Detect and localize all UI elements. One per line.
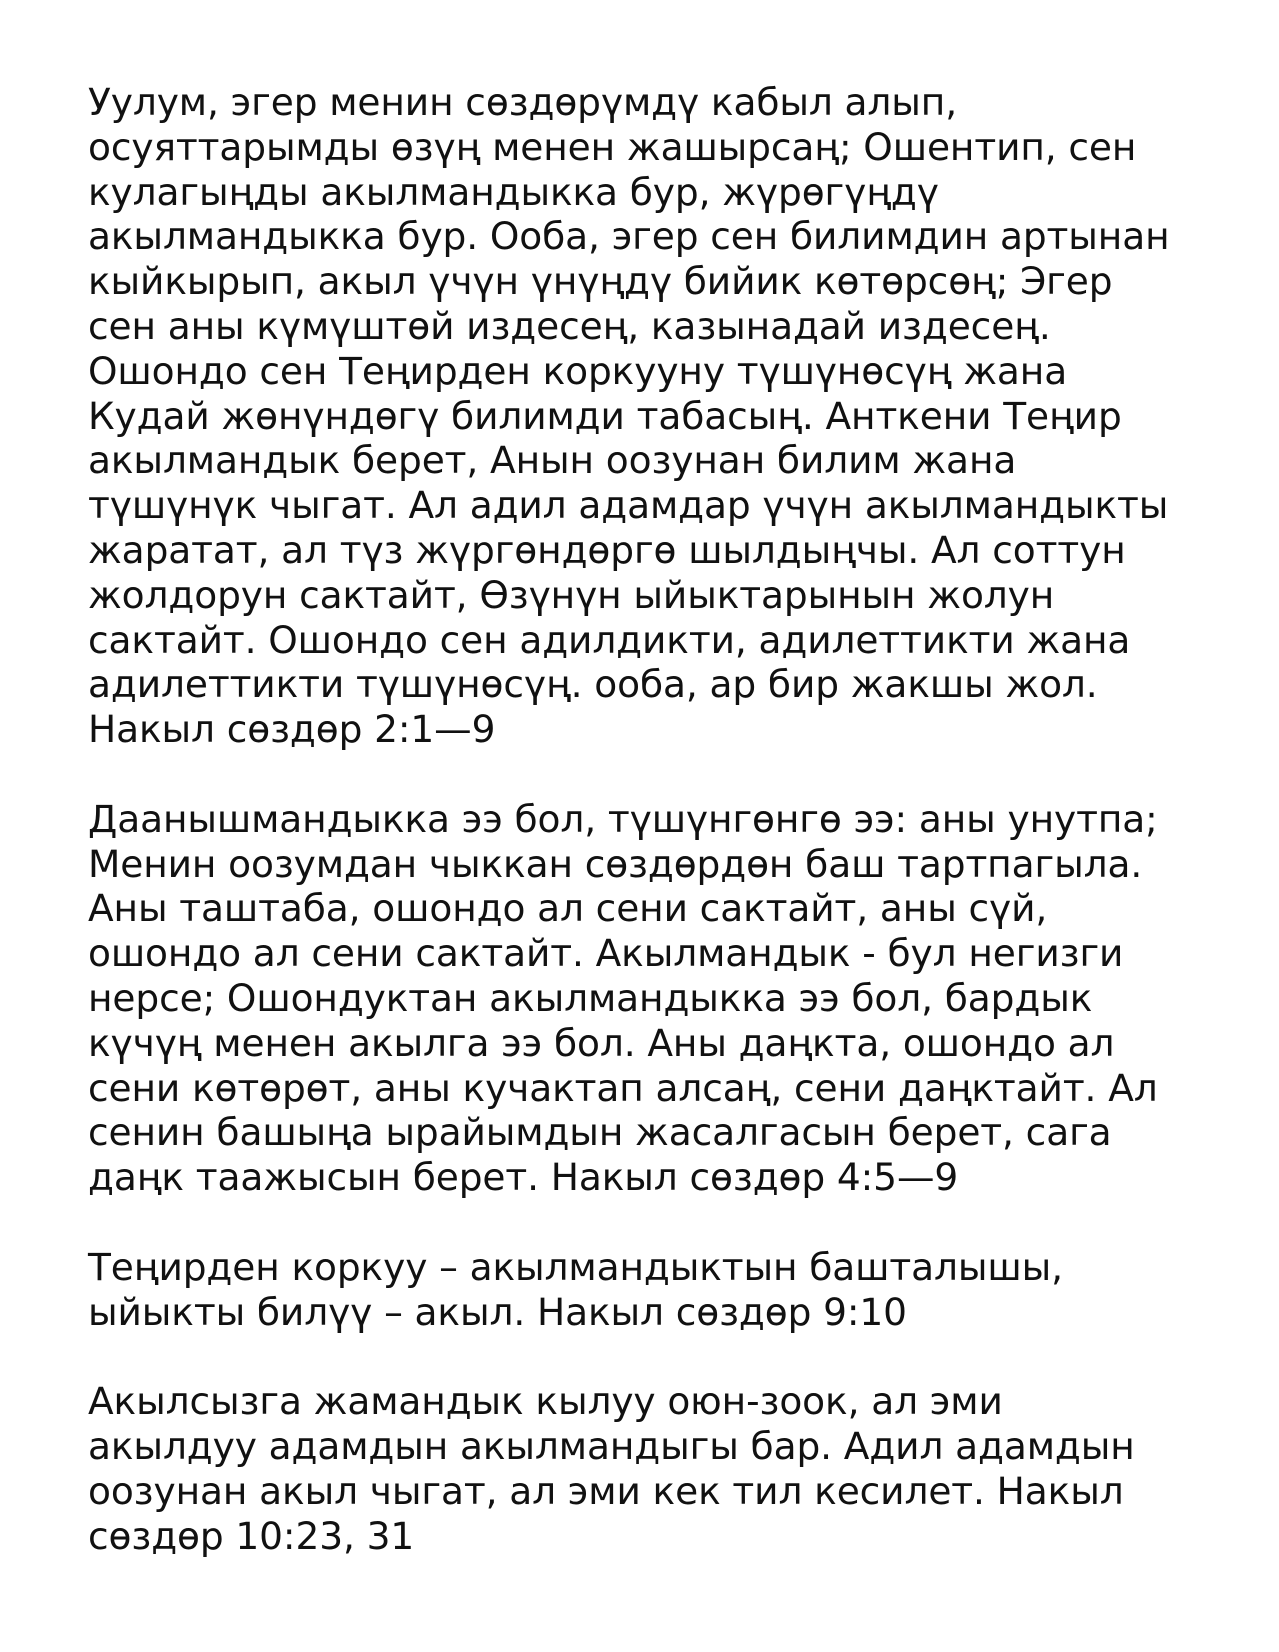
text-line: сен аны күмүштөй издесең, казынадай издесең.	[88, 303, 1051, 348]
text-line: жаратат, ал түз жүргөндөргө шылдыңчы. Ал соттун	[88, 527, 1126, 572]
text-line: сени көтөрөт, аны кучактап алсаң, сени даңктайт. Ал	[88, 1065, 1158, 1110]
text-line: кыйкырып, акыл үчүн үнүңдү бийик көтөрсөң; Эгер	[88, 259, 1113, 304]
text-line: осуяттарымды өзүң менен жашырсаң; Ошентип, сен	[88, 124, 1137, 169]
text-line: сактайт. Ошондо сен адилдикти, адилеттикти жана	[88, 617, 1131, 662]
text-line: Ошондо сен Теңирден коркууну түшүнөсүң жана	[88, 348, 1068, 393]
text-line: күчүң менен акылга ээ бол. Аны даңкта, ошондо ал	[88, 1020, 1115, 1065]
text-line: жолдорун сактайт, Өзүнүн ыйыктарынын жолун	[88, 572, 1055, 617]
text-line: Акылсызга жамандык кылуу оюн-зоок, ал эми	[88, 1379, 1003, 1424]
paragraph-proverbs-2	[88, 80, 1208, 752]
text-line: нерсе; Ошондуктан акылмандыкка ээ бол, бардык	[88, 975, 1093, 1020]
paragraph-proverbs-10	[88, 1379, 1208, 1558]
text-line: Кудай жөнүндөгү билимди табасың. Анткени Теңир	[88, 393, 1122, 438]
text-line: акылдуу адамдын акылмандыгы бар. Адил адамдын	[88, 1423, 1135, 1468]
text-line: Теңирден коркуу – акылмандыктын башталышы,	[88, 1244, 1063, 1289]
text-line: даңк таажысын берет. Накыл сөздөр 4:5—9	[88, 1155, 959, 1200]
text-line: түшүнүк чыгат. Ал адил адамдар үчүн акылмандыкты	[88, 483, 1169, 528]
text-line: сөздөр 10:23, 31	[88, 1513, 415, 1558]
text-line: Уулум, эгер менин сөздөрүмдү кабыл алып,	[88, 80, 958, 124]
text-line: акылмандык берет, Анын оозунан билим жана	[88, 438, 1017, 483]
text-line: Даанышмандыкка ээ бол, түшүнгөнгө ээ: аны унутпа;	[88, 796, 1158, 841]
text-line: ошондо ал сени сактайт. Акылмандык - бул негизги	[88, 931, 1124, 976]
text-line: кулагыңды акылмандыкка бур, жүрөгүңдү	[88, 169, 939, 214]
paragraph-proverbs-4	[88, 797, 1208, 1200]
text-line: сенин башыңа ырайымдын жасалгасын берет, сага	[88, 1110, 1112, 1155]
text-line: акылмандыкка бур. Ооба, эгер сен билимдин артынан	[88, 214, 1170, 259]
text-line: Менин оозумдан чыккан сөздөрдөн баш тартпагыла.	[88, 841, 1143, 886]
text-line: оозунан акыл чыгат, ал эми кек тил кесилет. Накыл	[88, 1468, 1124, 1513]
text-line: Накыл сөздөр 2:1—9	[88, 707, 496, 752]
text-line: адилеттикти түшүнөсүң. ооба, ар бир жакшы жол.	[88, 662, 1098, 707]
document-page	[88, 80, 1208, 1603]
text-line: Аны таштаба, ошондо ал сени сактайт, аны сүй,	[88, 886, 1048, 931]
text-line: ыйыкты билүү – акыл. Накыл сөздөр 9:10	[88, 1289, 907, 1334]
paragraph-proverbs-9	[88, 1245, 1208, 1335]
